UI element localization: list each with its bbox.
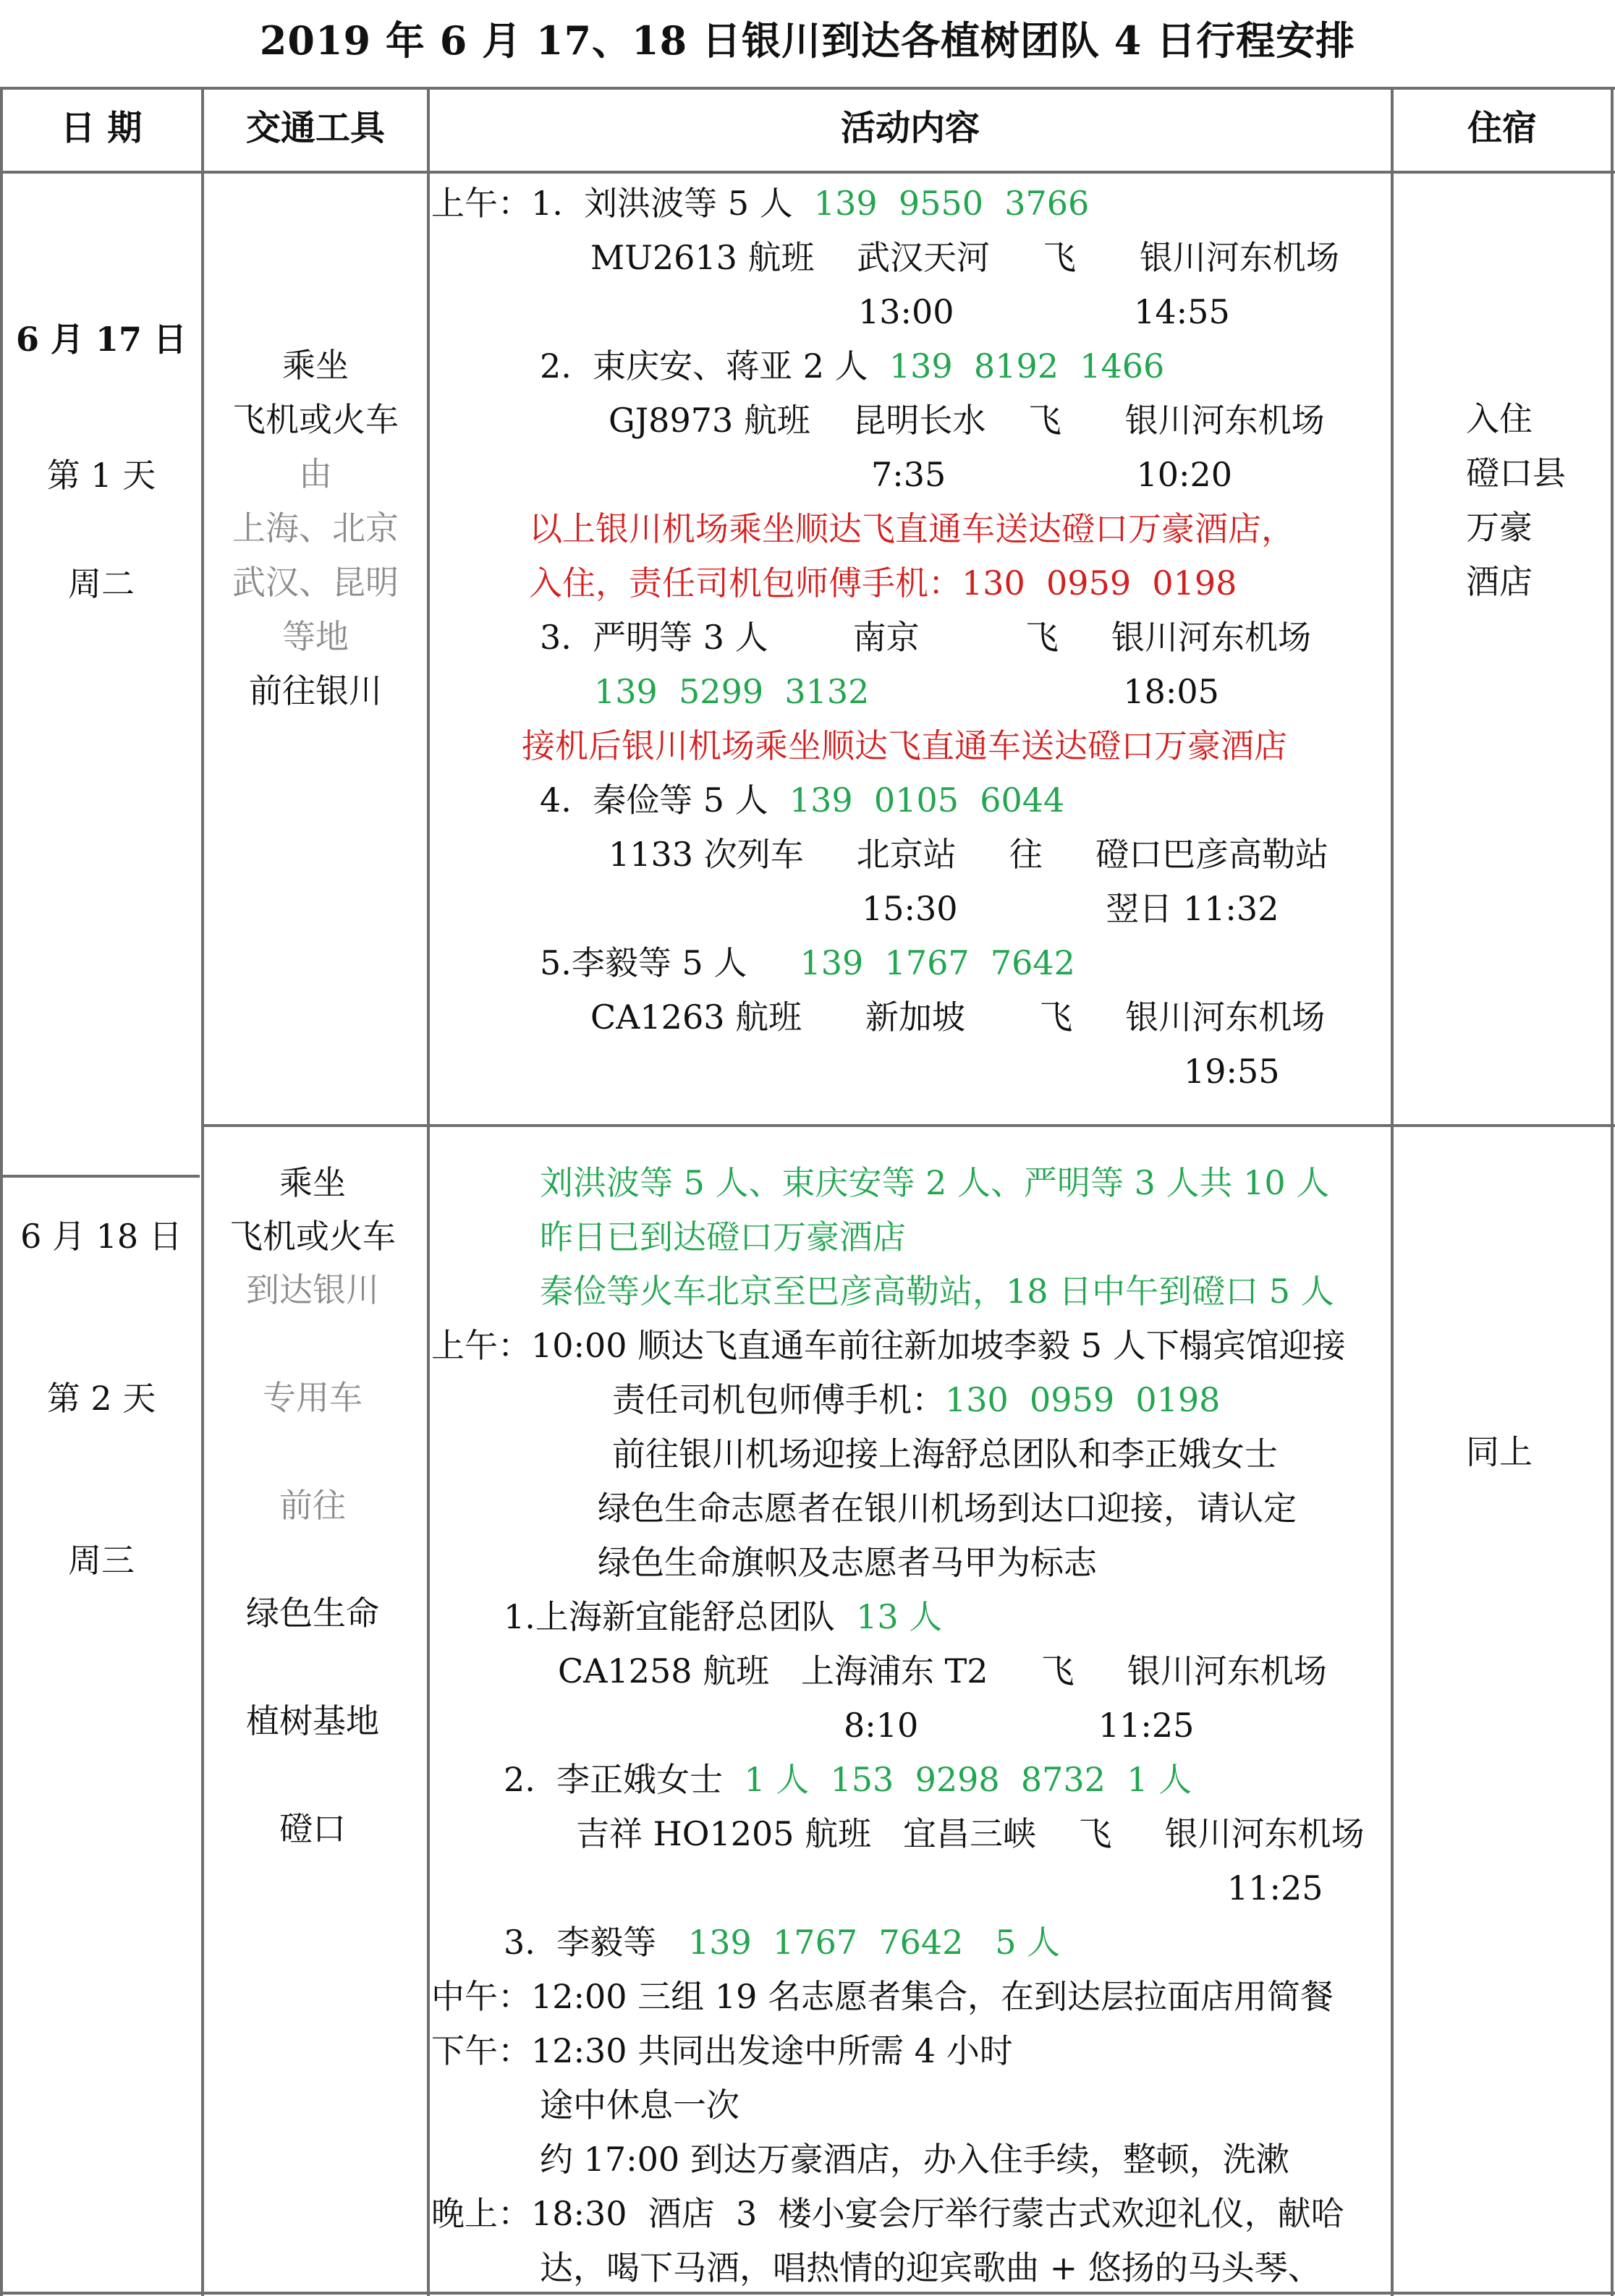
day2-lodging: 同上 [1466, 1432, 1533, 1471]
itinerary-text: 7:35 10:20 [871, 455, 1233, 494]
itinerary-text: 19:55 [1184, 1052, 1280, 1091]
itinerary-line [431, 1319, 1388, 1373]
itinerary-text: 15:30 翌日 11:32 [862, 889, 1279, 928]
itinerary-line [431, 1210, 1388, 1264]
table-top-border [0, 87, 1615, 90]
day1-lodging-line: 入住 [1466, 399, 1533, 438]
itinerary-line [431, 1264, 1388, 1319]
day2-transport-line: 绿色生命 [246, 1594, 379, 1633]
itinerary-text: 下午：12:30 共同出发途中所需 4 小时 [431, 2031, 1013, 2070]
itinerary-line [431, 2078, 1388, 2133]
day2-transport-line: 乘坐 [279, 1163, 346, 1202]
day1-transport-line: 由 [299, 454, 332, 493]
day1-date: 6 月 17 日 [15, 320, 187, 359]
header-activity: 活动内容 [840, 108, 980, 148]
day2-transport-line: 植树基地 [246, 1701, 379, 1740]
col-border-transport [427, 87, 430, 2296]
itinerary-line [431, 2133, 1388, 2187]
itinerary-text: 途中休息一次 [540, 2085, 739, 2125]
day2-transport-line: 前往 [279, 1486, 346, 1525]
contact-info: 139 1767 7642 [800, 943, 1075, 982]
itinerary-line [431, 1644, 1388, 1698]
header-transport: 交通工具 [245, 108, 385, 148]
day1-transport-line: 前往银川 [249, 671, 382, 710]
itinerary-line [431, 828, 1388, 882]
itinerary-text: 13:00 14:55 [858, 292, 1230, 331]
day2-transport-line: 到达银川 [246, 1270, 379, 1309]
col-border-left [0, 87, 3, 2296]
itinerary-line [431, 773, 1388, 828]
itinerary-text: MU2613 航班 武汉天河 飞 银川河东机场 [590, 238, 1339, 277]
day1-transport-line: 乘坐 [282, 346, 349, 385]
itinerary-text: 1.上海新宜能舒总团队 [504, 1597, 857, 1636]
day2-transport-line: 飞机或火车 [229, 1217, 396, 1256]
header-date: 日 期 [60, 108, 143, 148]
itinerary-text: CA1263 航班 新加坡 飞 银川河东机场 [590, 998, 1326, 1037]
itinerary-line [431, 1970, 1388, 2024]
itinerary-line [431, 1590, 1388, 1644]
itinerary-text: 8:10 11:25 [844, 1706, 1195, 1745]
itinerary-line [431, 177, 1388, 231]
itinerary-line [431, 611, 1388, 665]
itinerary-line [431, 2187, 1388, 2241]
itinerary-text: 责任司机包师傅手机： [612, 1380, 945, 1419]
itinerary-text: 绿色生命志愿者在银川机场到达口迎接，请认定 [598, 1489, 1297, 1528]
day1-transport-line: 武汉、昆明 [232, 563, 399, 602]
itinerary-text: 晚上：18:30 酒店 3 楼小宴会厅举行蒙古式欢迎礼仪，献哈 [431, 2194, 1344, 2233]
day1-lodging [1466, 392, 1566, 609]
itinerary-text: CA1258 航班 上海浦东 T2 飞 银川河东机场 [558, 1651, 1327, 1691]
itinerary-line [431, 719, 1388, 773]
day2-day-number: 第 2 天 [46, 1379, 156, 1418]
day1-lodging-line: 磴口县 [1466, 454, 1566, 493]
itinerary-line [431, 882, 1388, 936]
contact-info: 139 5299 3132 [594, 672, 870, 711]
itinerary-text: 5.李毅等 5 人 [540, 943, 800, 982]
itinerary-line [431, 1045, 1388, 1099]
contact-info: 13 人 [856, 1597, 943, 1636]
header-bottom-border [0, 171, 1615, 174]
day1-activity [431, 177, 1388, 1099]
itinerary-line [431, 2024, 1388, 2078]
driver-notice: 入住，责任司机包师傅手机：130 0959 0198 [529, 564, 1237, 603]
itinerary-line [431, 285, 1388, 339]
day1-transport-line: 上海、北京 [232, 509, 399, 548]
day1-day-number: 第 1 天 [46, 456, 156, 495]
contact-info: 1 人 153 9298 8732 1 人 [744, 1760, 1192, 1799]
day2-transport-line: 专用车 [263, 1378, 363, 1417]
contact-info: 139 9550 3766 [813, 184, 1090, 223]
itinerary-text: 上午：1. 刘洪波等 5 人 [431, 184, 814, 223]
itinerary-text: GJ8973 航班 昆明长水 飞 银川河东机场 [609, 401, 1325, 440]
contact-info: 139 0105 6044 [789, 781, 1065, 820]
day-divider-left [0, 1175, 200, 1178]
itinerary-text: 3. 李毅等 [504, 1923, 688, 1962]
itinerary-line [431, 1156, 1388, 1210]
itinerary-text: 达，喝下马酒，唱热情的迎宾歌曲 + 悠扬的马头琴、 [540, 2248, 1321, 2287]
itinerary-text: 1133 次列车 北京站 往 磴口巴彦高勒站 [609, 835, 1329, 874]
day1-transport-line: 等地 [282, 617, 349, 656]
day1-lodging-line: 酒店 [1466, 562, 1533, 601]
contact-info: 139 1767 7642 5 人 [688, 1923, 1061, 1962]
itinerary-text: 11:25 [1227, 1868, 1323, 1908]
itinerary-text: 吉祥 HO1205 航班 宜昌三峡 飞 银川河东机场 [576, 1814, 1365, 1853]
day2-weekday: 周三 [68, 1541, 135, 1580]
itinerary-line [431, 665, 1388, 719]
itinerary-line [431, 502, 1388, 556]
itinerary-text: 上午：10:00 顺达飞直通车前往新加坡李毅 5 人下榻宾馆迎接 [431, 1326, 1346, 1365]
itinerary-text: 2. 李正娥女士 [504, 1760, 745, 1799]
itinerary-text: 3. 严明等 3 人 南京 飞 银川河东机场 [540, 618, 1311, 657]
contact-info: 刘洪波等 5 人、束庆安等 2 人、严明等 3 人共 10 人 [540, 1163, 1330, 1202]
itinerary-text: 4. 秦俭等 5 人 [540, 781, 789, 820]
day-divider-right [204, 1124, 1615, 1127]
itinerary-line [431, 1916, 1388, 1970]
itinerary-line [431, 1427, 1388, 1481]
itinerary-line [431, 1861, 1388, 1916]
itinerary-line [431, 231, 1388, 285]
itinerary-line [431, 1373, 1388, 1427]
itinerary-text: 绿色生命旗帜及志愿者马甲为标志 [598, 1543, 1097, 1582]
itinerary-text: 中午：12:00 三组 19 名志愿者集合，在到达层拉面店用简餐 [431, 1977, 1334, 2016]
itinerary-text: 约 17:00 到达万豪酒店，办入住手续，整顿，洗漱 [540, 2140, 1289, 2179]
driver-notice: 以上银川机场乘坐顺达飞直通车送达磴口万豪酒店， [529, 509, 1294, 548]
day1-weekday: 周二 [68, 564, 135, 603]
header-lodging: 住宿 [1467, 108, 1537, 148]
itinerary-line [431, 990, 1388, 1045]
itinerary-line [431, 1536, 1388, 1590]
contact-info: 秦俭等火车北京至巴彦高勒站，18 日中午到磴口 5 人 [540, 1272, 1334, 1311]
itinerary-text: 前往银川机场迎接上海舒总团队和李正娥女士 [612, 1434, 1278, 1474]
day1-transport-line: 飞机或火车 [232, 400, 399, 439]
contact-info: 130 0959 0198 [945, 1380, 1221, 1419]
itinerary-line [431, 1698, 1388, 1753]
itinerary-line [431, 448, 1388, 502]
itinerary-line [431, 2241, 1388, 2295]
itinerary-line [431, 1753, 1388, 1807]
contact-info: 139 8192 1466 [889, 346, 1165, 386]
day2-transport-line: 磴口 [279, 1809, 346, 1848]
itinerary-line [431, 936, 1388, 990]
itinerary-line [431, 339, 1388, 394]
itinerary-line [431, 1481, 1388, 1536]
driver-notice: 接机后银川机场乘坐顺达飞直通车送达磴口万豪酒店 [522, 726, 1287, 765]
itinerary-line [431, 394, 1388, 448]
col-border-activity [1391, 87, 1394, 2296]
day2-activity [431, 1156, 1388, 2295]
day2-date: 6 月 18 日 [20, 1217, 182, 1256]
day1-transport [204, 339, 427, 718]
itinerary-line [431, 1807, 1388, 1861]
itinerary-line [431, 556, 1388, 611]
itinerary-text: 18:05 [869, 672, 1219, 711]
col-border-right [1611, 87, 1614, 2296]
page-title: 2019 年 6 月 17、18 日银川到达各植树团队 4 日行程安排 [259, 17, 1356, 64]
itinerary-text: 2. 束庆安、蒋亚 2 人 [540, 346, 889, 386]
day1-lodging-line: 万豪 [1466, 508, 1533, 547]
contact-info: 昨日已到达磴口万豪酒店 [540, 1217, 906, 1257]
